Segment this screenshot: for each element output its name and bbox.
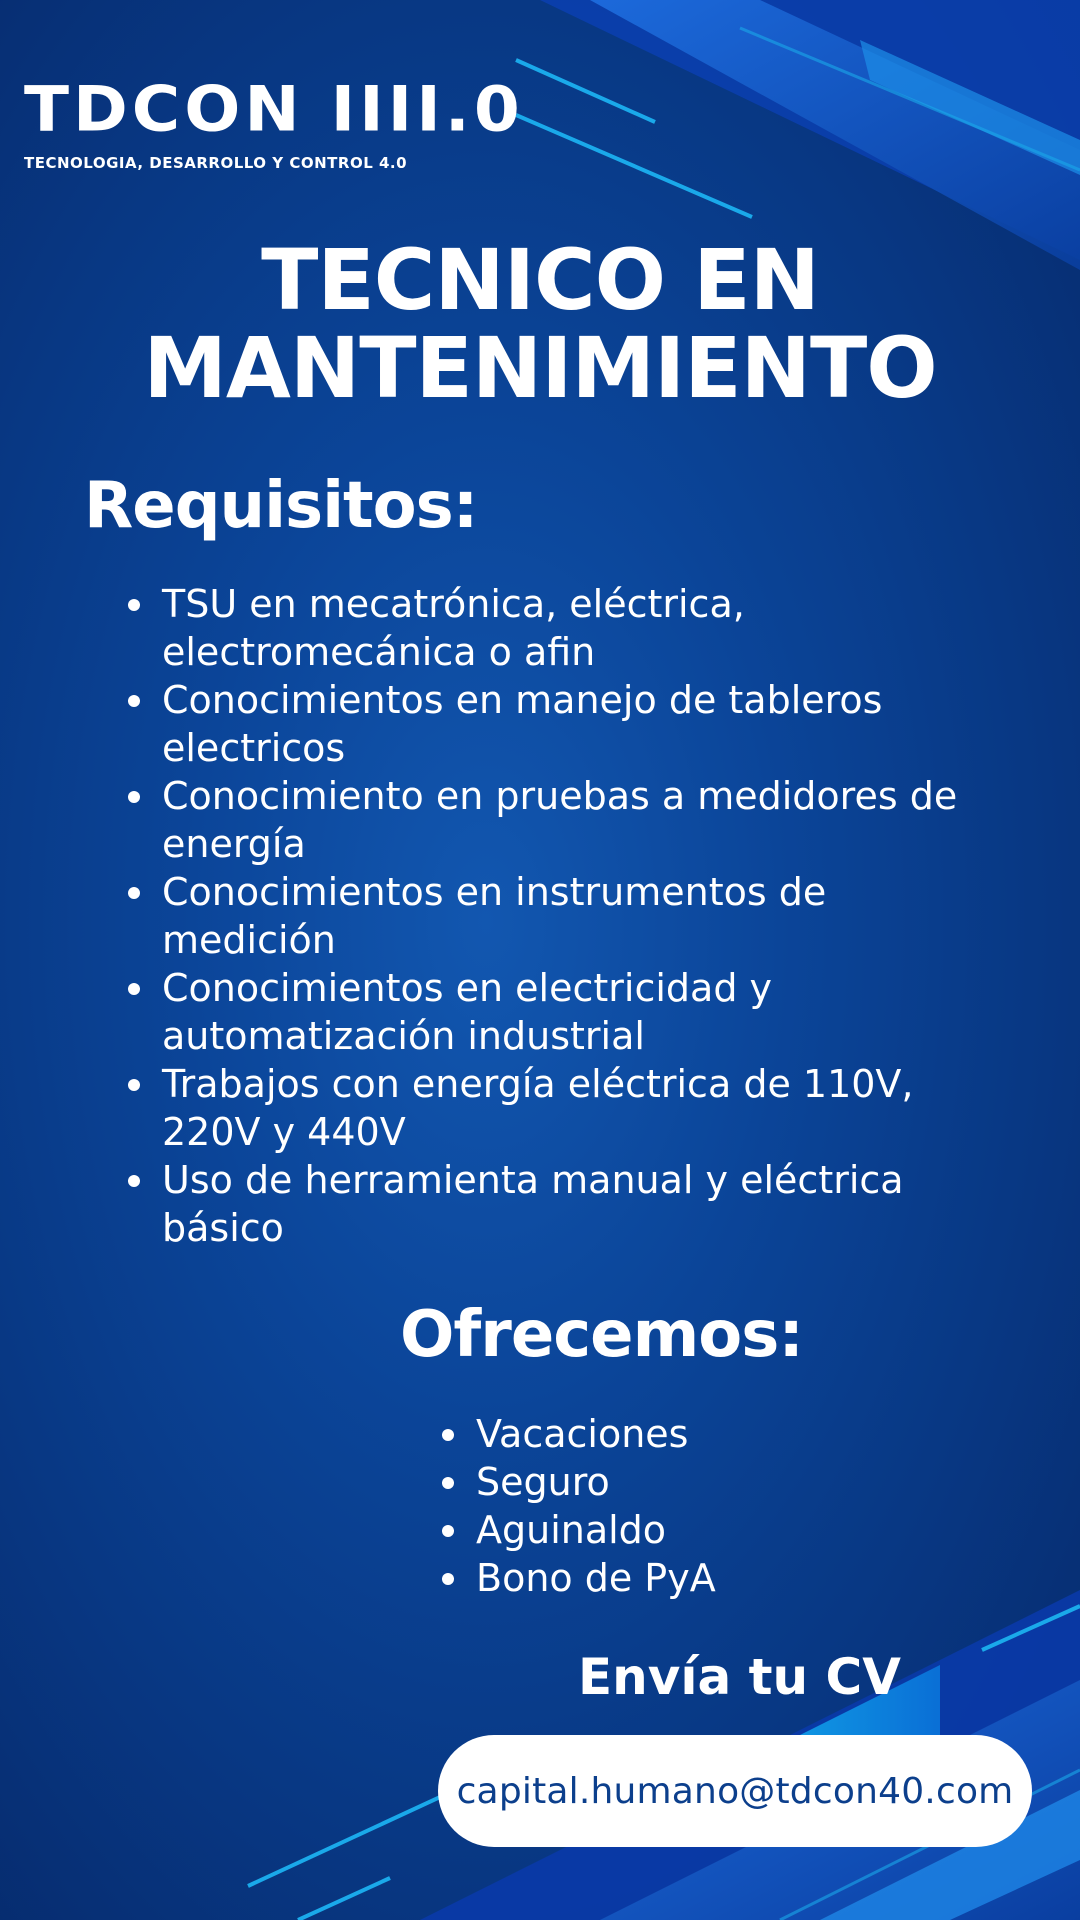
list-item (124, 964, 1004, 1060)
bullet-icon (442, 1573, 454, 1585)
job-title-line-2: MANTENIMIENTO (143, 319, 937, 417)
list-item (124, 1156, 1004, 1252)
top-accent-line-1 (516, 60, 655, 122)
bullet-icon (128, 887, 140, 899)
bullet-icon (128, 983, 140, 995)
requirements-heading: Requisitos: (84, 469, 478, 543)
list-item (124, 868, 1004, 964)
requirement-text: Conocimientos en manejo de tableros electricos (162, 678, 883, 770)
bullet-icon (128, 599, 140, 611)
send-cv-heading: Envía tu CV (578, 1648, 901, 1706)
email-address[interactable]: capital.humano@tdcon40.com (456, 1770, 1014, 1812)
benefit-text: Vacaciones (476, 1412, 689, 1456)
list-item (124, 772, 1004, 868)
benefit-text: Aguinaldo (476, 1508, 667, 1552)
top-accent-line-2 (516, 115, 752, 217)
job-title-line-1: TECNICO EN (261, 231, 819, 329)
bullet-icon (128, 1175, 140, 1187)
list-item (438, 1506, 838, 1554)
list-item (438, 1410, 838, 1458)
requirement-text: Trabajos con energía eléctrica de 110V, 220V y 440V (162, 1062, 914, 1154)
benefit-text: Seguro (476, 1460, 610, 1504)
email-link[interactable] (438, 1735, 1032, 1847)
bottom-accent-line-2 (298, 1878, 390, 1920)
list-item (124, 676, 1004, 772)
benefits-heading: Ofrecemos: (400, 1298, 803, 1372)
bullet-icon (128, 695, 140, 707)
requirements-list (124, 580, 1004, 1252)
benefits-list (438, 1410, 838, 1602)
requirement-text: Uso de herramienta manual y eléctrica básico (162, 1158, 904, 1250)
bullet-icon (442, 1429, 454, 1441)
requirement-text: Conocimientos en instrumentos de medición (162, 870, 827, 962)
bullet-icon (442, 1477, 454, 1489)
job-title (0, 231, 1080, 417)
list-item (438, 1554, 838, 1602)
list-item (124, 1060, 1004, 1156)
requirement-text: Conocimientos en electricidad y automatización industrial (162, 966, 773, 1058)
list-item (438, 1458, 838, 1506)
logo-tagline: TECNOLOGIA, DESARROLLO Y CONTROL 4.0 (24, 154, 408, 172)
bullet-icon (442, 1525, 454, 1537)
bullet-icon (128, 791, 140, 803)
requirement-text: TSU en mecatrónica, eléctrica, electromecánica o afin (162, 582, 745, 674)
requirement-text: Conocimiento en pruebas a medidores de energía (162, 774, 958, 866)
logo-name: TDCON IIII.0 (24, 72, 524, 146)
list-item (124, 580, 1004, 676)
company-logo (24, 72, 524, 172)
bullet-icon (128, 1079, 140, 1091)
benefit-text: Bono de PyA (476, 1556, 716, 1600)
